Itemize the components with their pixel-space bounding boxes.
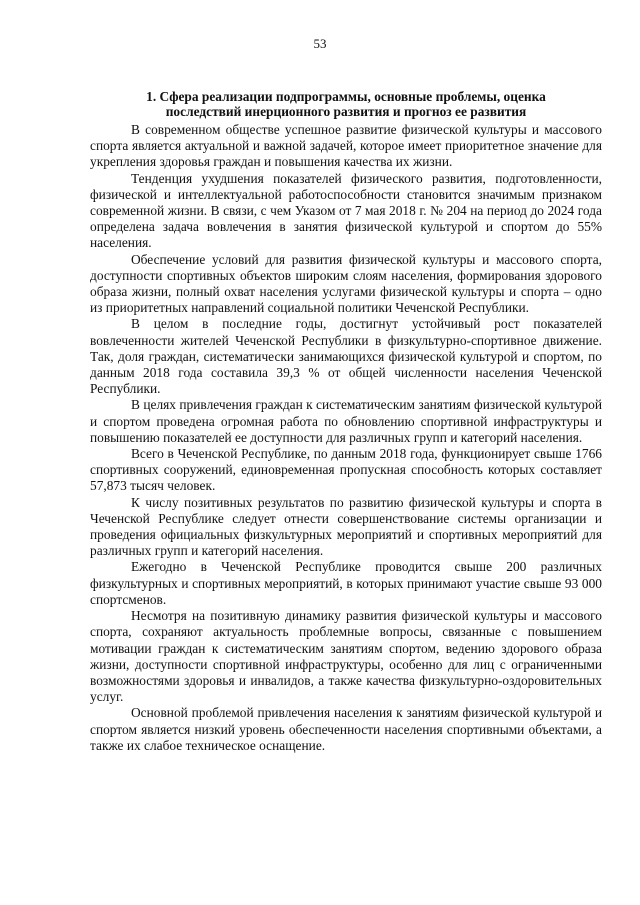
paragraph-8: Ежегодно в Чеченской Республике проводится свыше 200 различных физкультурных и спортивных мероприятий, в которых принимают участие свыше 93 000 спортсменов.	[90, 559, 602, 607]
page-body	[90, 89, 602, 754]
paragraph-5: В целях привлечения граждан к систематическим занятиям физической культурой и спортом проведена огромная работа по обновлению спортивной инфраструктуры и повышению показателей ее доступности для различных групп и категорий населения.	[90, 397, 602, 445]
paragraph-2: Тенденция ухудшения показателей физического развития, подготовленности, физической и интеллектуальной работоспособности становится значимым признаком современной жизни. В связи, с чем Указом от 7 мая 2018 г. № 204 на период до 2024 года определена задача вовлечения в занятия физической культурой и спортом до 55% населения.	[90, 170, 602, 251]
paragraph-9: Несмотря на позитивную динамику развития физической культуры и массового спорта, сохраняют актуальность проблемные вопросы, связанные с повышением мотивации граждан к систематическим занятиям спортом, ведению здорового образа жизни, доступности спортивной инфраструктуры, особенно для лиц с ограниченными возможностями здоровья и инвалидов, а также качества физкультурно-оздоровительных услуг.	[90, 608, 602, 705]
page-number: 53	[313, 36, 327, 51]
paragraph-10: Основной проблемой привлечения населения к занятиям физической культурой и спортом является низкий уровень обеспеченности населения спортивными объектами, а также их слабое техническое оснащение.	[90, 705, 602, 753]
section-heading-line-1: 1. Сфера реализации подпрограммы, основные проблемы, оценка	[146, 89, 546, 104]
paragraph-7: К числу позитивных результатов по развитию физической культуры и спорта в Чеченской Республике следует отнести совершенствование системы организации и проведения официальных физкультурных мероприятий и спортивных мероприятий для различных групп и категорий населения.	[90, 494, 602, 559]
section-heading	[90, 89, 602, 119]
section-heading-line-2: последствий инерционного развития и прогноз ее развития	[165, 104, 527, 119]
paragraph-3: Обеспечение условий для развития физической культуры и массового спорта, доступности спортивных объектов широким слоям населения, формирования здорового образа жизни, полный охват населения услугами физической культуры и спорта – одно из приоритетных направлений социальной политики Чеченской Республики.	[90, 251, 602, 316]
paragraph-4: В целом в последние годы, достигнут устойчивый рост показателей вовлеченности жителей Чеченской Республики в физкультурно-спортивное движение. Так, доля граждан, систематически занимающихся физической культурой и спортом, по данным 2018 года составила 39,3 % от общей численности населения Чеченской Республики.	[90, 316, 602, 397]
paragraph-6: Всего в Чеченской Республике, по данным 2018 года, функционирует свыше 1766 спортивных сооружений, единовременная пропускная способность которых составляет 57,873 тысяч человек.	[90, 446, 602, 494]
paragraph-1: В современном обществе успешное развитие физической культуры и массового спорта является актуальной и важной задачей, которое имеет приоритетное значение для укрепления здоровья граждан и повышения качества их жизни.	[90, 122, 602, 170]
